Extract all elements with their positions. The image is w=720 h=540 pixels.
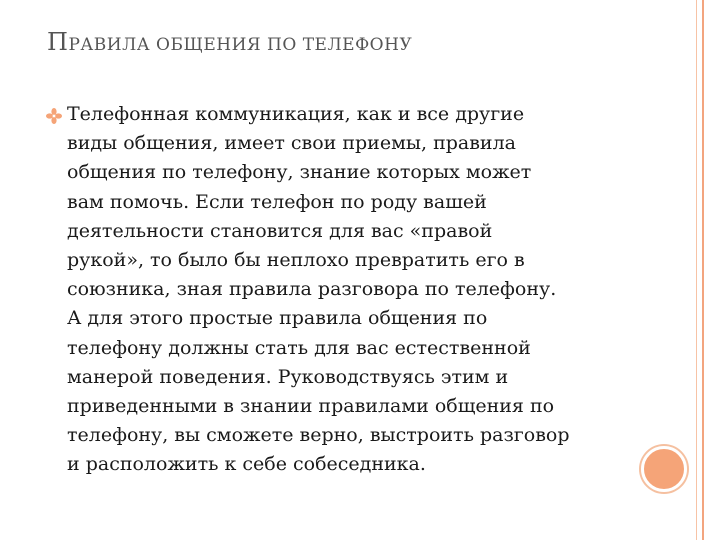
body-line: и расположить к себе собеседника. xyxy=(67,453,426,476)
body-line: рукой», то было бы неплохо превратить его в xyxy=(67,249,525,272)
body-paragraph xyxy=(67,100,642,480)
circle-decoration xyxy=(641,446,687,492)
title-first-letter: П xyxy=(47,28,69,56)
body-line: вам помочь. Если телефон по роду вашей xyxy=(67,190,487,213)
body-line: телефону, вы сможете верно, выстроить разговор xyxy=(67,424,570,447)
body-line: деятельности становится для вас «правой xyxy=(67,219,493,242)
body-line: Телефонная коммуникация, как и все другие xyxy=(67,103,525,125)
body-line: манерой поведения. Руководствуясь этим и xyxy=(67,365,509,388)
body-line: виды общения, имеет свои приемы, правила xyxy=(67,132,516,155)
right-border-line-inner xyxy=(696,0,697,540)
body-line: общения по телефону, знание которых может xyxy=(67,161,532,184)
four-leaf-bullet-icon xyxy=(45,107,63,125)
title-rest: РАВИЛА ОБЩЕНИЯ ПО ТЕЛЕФОНУ xyxy=(68,35,413,55)
body-line: А для этого простые правила общения по xyxy=(67,307,488,330)
right-border-line xyxy=(702,0,704,540)
slide-title xyxy=(47,28,412,56)
body-line: приведенными в знании правилами общения по xyxy=(67,395,555,418)
body-line: союзника, зная правила разговора по телефону. xyxy=(67,278,557,301)
body-line: телефону должны стать для вас естественной xyxy=(67,336,531,359)
